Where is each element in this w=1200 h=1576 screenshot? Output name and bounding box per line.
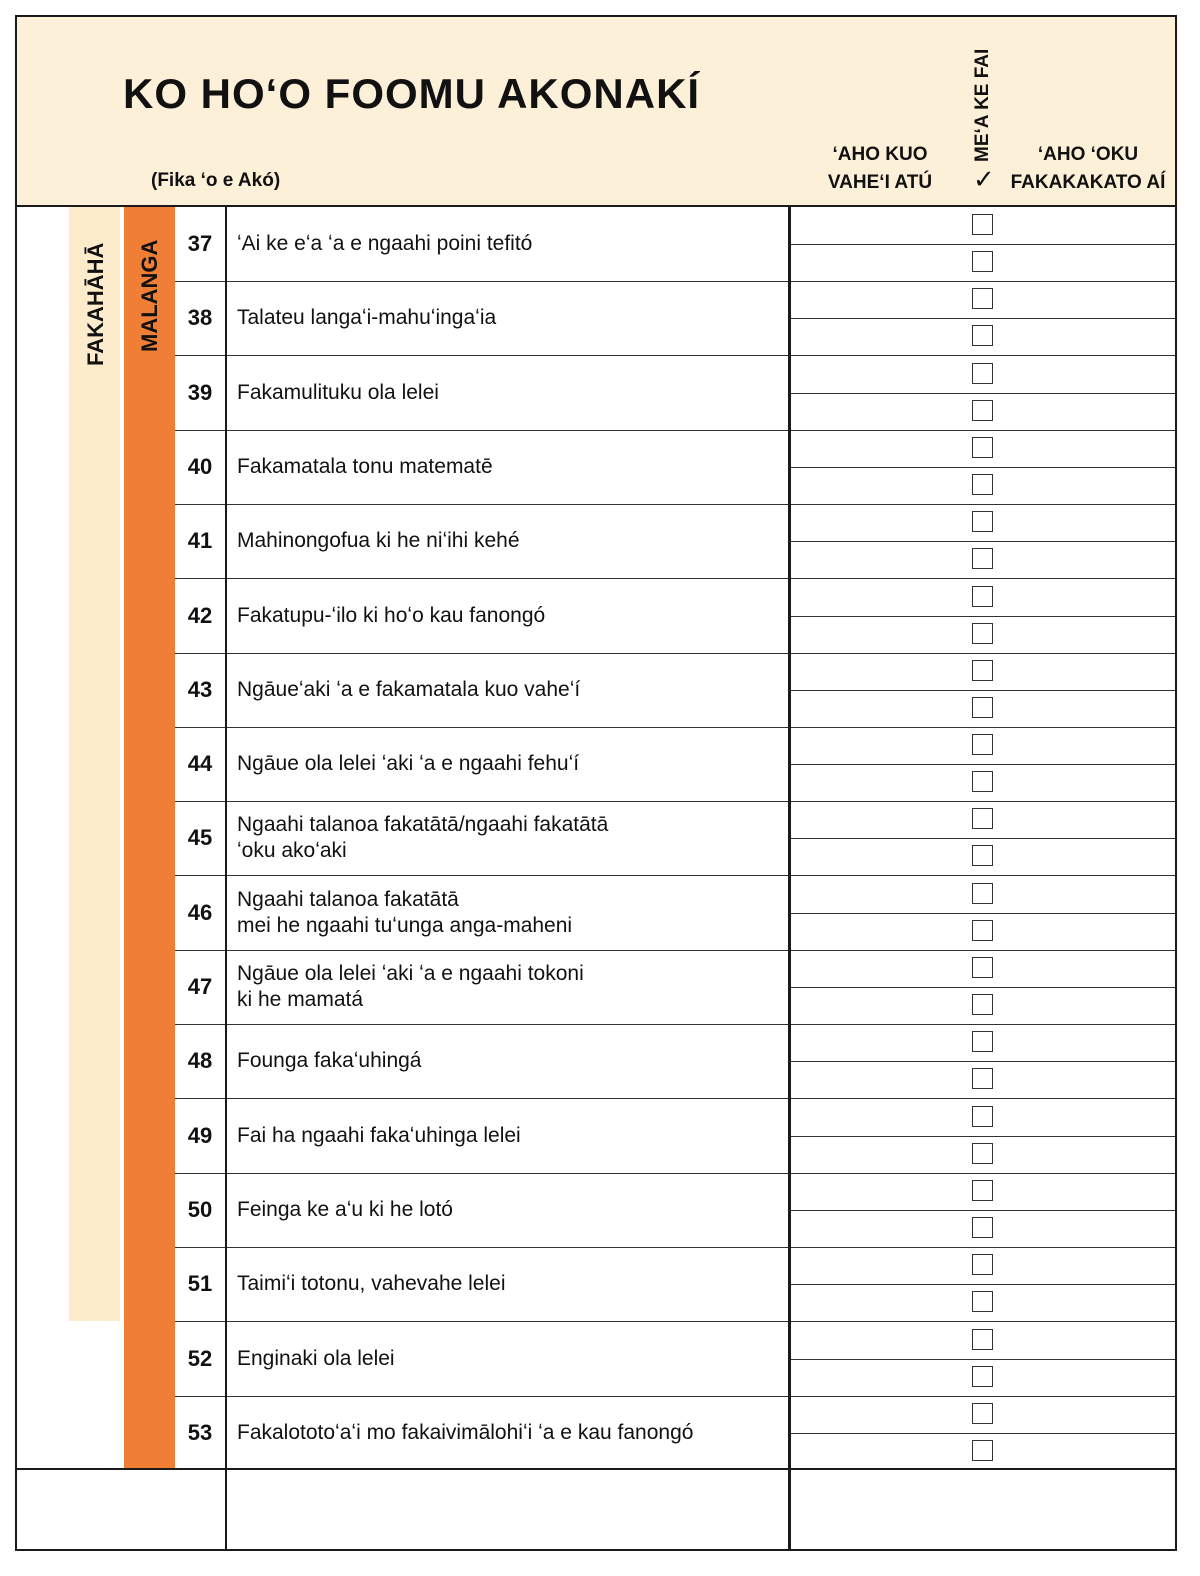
task-checkbox[interactable] [972,363,993,384]
lesson-row [175,1024,1175,1098]
row-half-divider [790,838,1175,839]
lesson-title [237,1247,782,1321]
lesson-row [175,1322,1175,1396]
task-checkbox[interactable] [972,920,993,941]
lesson-number: 37 [187,231,213,256]
lesson-row [175,504,1175,578]
form-title: KO HOʻO FOOMU AKONAKÍ [123,70,701,117]
lesson-number: 39 [187,379,213,405]
lesson-title-text: Ngaahi talanoa fakatātā/ngaahi fakatātā ʻoku akoʻaki [237,813,609,863]
row-half-divider [790,244,1175,245]
lesson-title [237,207,782,281]
task-checkbox[interactable] [972,883,993,904]
lesson-number: 43 [187,676,213,702]
row-half-divider [790,467,1175,468]
lesson-row [175,207,1175,281]
lesson-row [175,1173,1175,1247]
task-checkbox[interactable] [972,586,993,607]
task-checkbox[interactable] [972,1180,993,1201]
lesson-title-text: Fakamulituku ola lelei [237,380,439,404]
lesson-row [175,727,1175,801]
lesson-title [237,1173,782,1247]
lesson-row [175,876,1175,950]
lesson-title [237,653,782,727]
lesson-title-text: Feinga ke aʻu ki he lotó [237,1197,453,1221]
task-checkbox[interactable] [972,734,993,755]
lesson-row [175,356,1175,430]
form-subtitle: (Fika ʻo e Akó) [151,170,281,191]
table-bottom-divider [15,1468,1177,1470]
lesson-title-text: Enginaki ola lelei [237,1346,395,1370]
lesson-title [237,430,782,504]
task-checkbox[interactable] [972,1143,993,1164]
task-checkbox[interactable] [972,1403,993,1424]
lesson-title [237,1322,782,1396]
section-band-inner [124,207,175,1469]
lesson-row [175,579,1175,653]
lesson-title-text: Fakamatala tonu matematē [237,454,493,478]
task-checkbox[interactable] [972,251,993,272]
lesson-row [175,281,1175,355]
row-half-divider [790,1359,1175,1360]
task-checkbox[interactable] [972,1106,993,1127]
row-half-divider [790,1136,1175,1137]
lesson-title [237,356,782,430]
lesson-title [237,727,782,801]
lesson-title-text: Ngaahi talanoa fakatātā mei he ngaahi tuʻunga anga-maheni [237,887,573,937]
lesson-title-text: Fakalototoʻaʻi mo fakaivimālohiʻi ʻa e kau fanongó [237,1420,694,1444]
task-checkbox[interactable] [972,474,993,495]
task-checkbox[interactable] [972,1254,993,1275]
task-checkbox[interactable] [972,288,993,309]
column-divider-main [788,207,791,1551]
section-band-outer [69,207,120,1321]
lesson-title [237,1099,782,1173]
row-half-divider [790,913,1175,914]
lesson-number: 42 [187,602,213,628]
lesson-number: 41 [187,528,213,554]
lesson-title-text: Ngāueʻaki ʻa e fakamatala kuo vaheʻí [237,677,581,701]
lesson-title [237,281,782,355]
lesson-number: 46 [187,899,213,925]
lesson-row [175,653,1175,727]
lesson-title-text: Ngāue ola lelei ʻaki ʻa e ngaahi tokoni ki he mamatá [237,962,584,1011]
lesson-title-text: Fai ha ngaahi fakaʻuhinga lelei [237,1123,521,1147]
task-checkbox[interactable] [972,1329,993,1350]
section-label-inner: MALANGA [137,239,162,352]
lesson-number: 48 [187,1048,213,1074]
lesson-number: 53 [187,1419,213,1445]
column-header-completed [1000,141,1176,197]
row-half-divider [790,393,1175,394]
column-header-assigned-line2: VAHEʻI ATÚ [827,172,933,193]
row-half-divider [790,690,1175,691]
column-divider-number [225,207,227,1551]
row-half-divider [790,764,1175,765]
lesson-row [175,1396,1175,1470]
lesson-row [175,1247,1175,1321]
row-half-divider [790,616,1175,617]
task-checkbox[interactable] [972,697,993,718]
task-checkbox[interactable] [972,994,993,1015]
lesson-number: 47 [187,974,213,999]
task-checkbox[interactable] [972,325,993,346]
lesson-row [175,1099,1175,1173]
column-header-assigned [810,141,950,197]
task-checkbox[interactable] [972,1068,993,1089]
lesson-number: 40 [187,453,213,479]
lesson-row [175,950,1175,1024]
lesson-title-text: Taimiʻi totonu, vahevahe lelei [237,1272,506,1296]
lesson-title-text: Talateu langaʻi-mahuʻingaʻia [237,306,497,330]
row-half-divider [790,987,1175,988]
task-checkbox[interactable] [972,437,993,458]
section-label-outer: FAKAHĀHĀ [83,242,108,366]
lesson-title [237,579,782,653]
lesson-number: 51 [187,1271,213,1297]
row-half-divider [790,318,1175,319]
lesson-title-text: Mahinongofua ki he niʻihi kehé [237,529,520,553]
row-half-divider [790,1210,1175,1211]
lesson-row [175,801,1175,875]
lesson-title [237,950,782,1024]
column-header-assigned-line1: ʻAHO KUO [832,144,928,165]
lesson-number: 45 [187,825,213,851]
row-half-divider [790,1433,1175,1434]
lesson-title [237,504,782,578]
column-header-completed-line2: FAKAKAKATO AÍ [1010,172,1166,193]
lesson-title-text: ʻAi ke eʻa ʻa e ngaahi poini tefitó [237,232,533,255]
task-checkbox[interactable] [972,1366,993,1387]
lesson-title [237,876,782,950]
task-checkbox[interactable] [972,1031,993,1052]
task-checkbox[interactable] [972,1440,993,1461]
lesson-title-text: Fakatupu-ʻilo ki hoʻo kau fanongó [237,603,546,627]
task-checkbox[interactable] [972,771,993,792]
lesson-number: 49 [187,1122,213,1148]
lesson-number: 38 [187,305,213,331]
task-checkbox[interactable] [972,845,993,866]
lesson-number: 44 [187,751,213,777]
checkmark-icon: ✓ [973,164,995,194]
task-checkbox[interactable] [972,808,993,829]
task-checkbox[interactable] [972,957,993,978]
lesson-number: 50 [187,1196,213,1222]
task-checkbox[interactable] [972,1217,993,1238]
row-half-divider [790,1284,1175,1285]
column-header-completed-line1: ʻAHO ʻOKU [1037,144,1139,165]
task-checkbox[interactable] [972,548,993,569]
column-header-done: MEʻA KE FAI [972,48,993,162]
task-checkbox[interactable] [972,660,993,681]
row-half-divider [790,1061,1175,1062]
lesson-row [175,430,1175,504]
lesson-title [237,1396,782,1470]
task-checkbox[interactable] [972,400,993,421]
task-checkbox[interactable] [972,511,993,532]
row-half-divider [790,541,1175,542]
task-checkbox[interactable] [972,1291,993,1312]
task-checkbox[interactable] [972,623,993,644]
lesson-title [237,1024,782,1098]
lesson-title-text: Founga fakaʻuhingá [237,1049,422,1073]
task-checkbox[interactable] [972,214,993,235]
lesson-title-text: Ngāue ola lelei ʻaki ʻa e ngaahi fehuʻí [237,752,580,776]
lesson-title [237,801,782,875]
lesson-number: 52 [187,1345,213,1371]
